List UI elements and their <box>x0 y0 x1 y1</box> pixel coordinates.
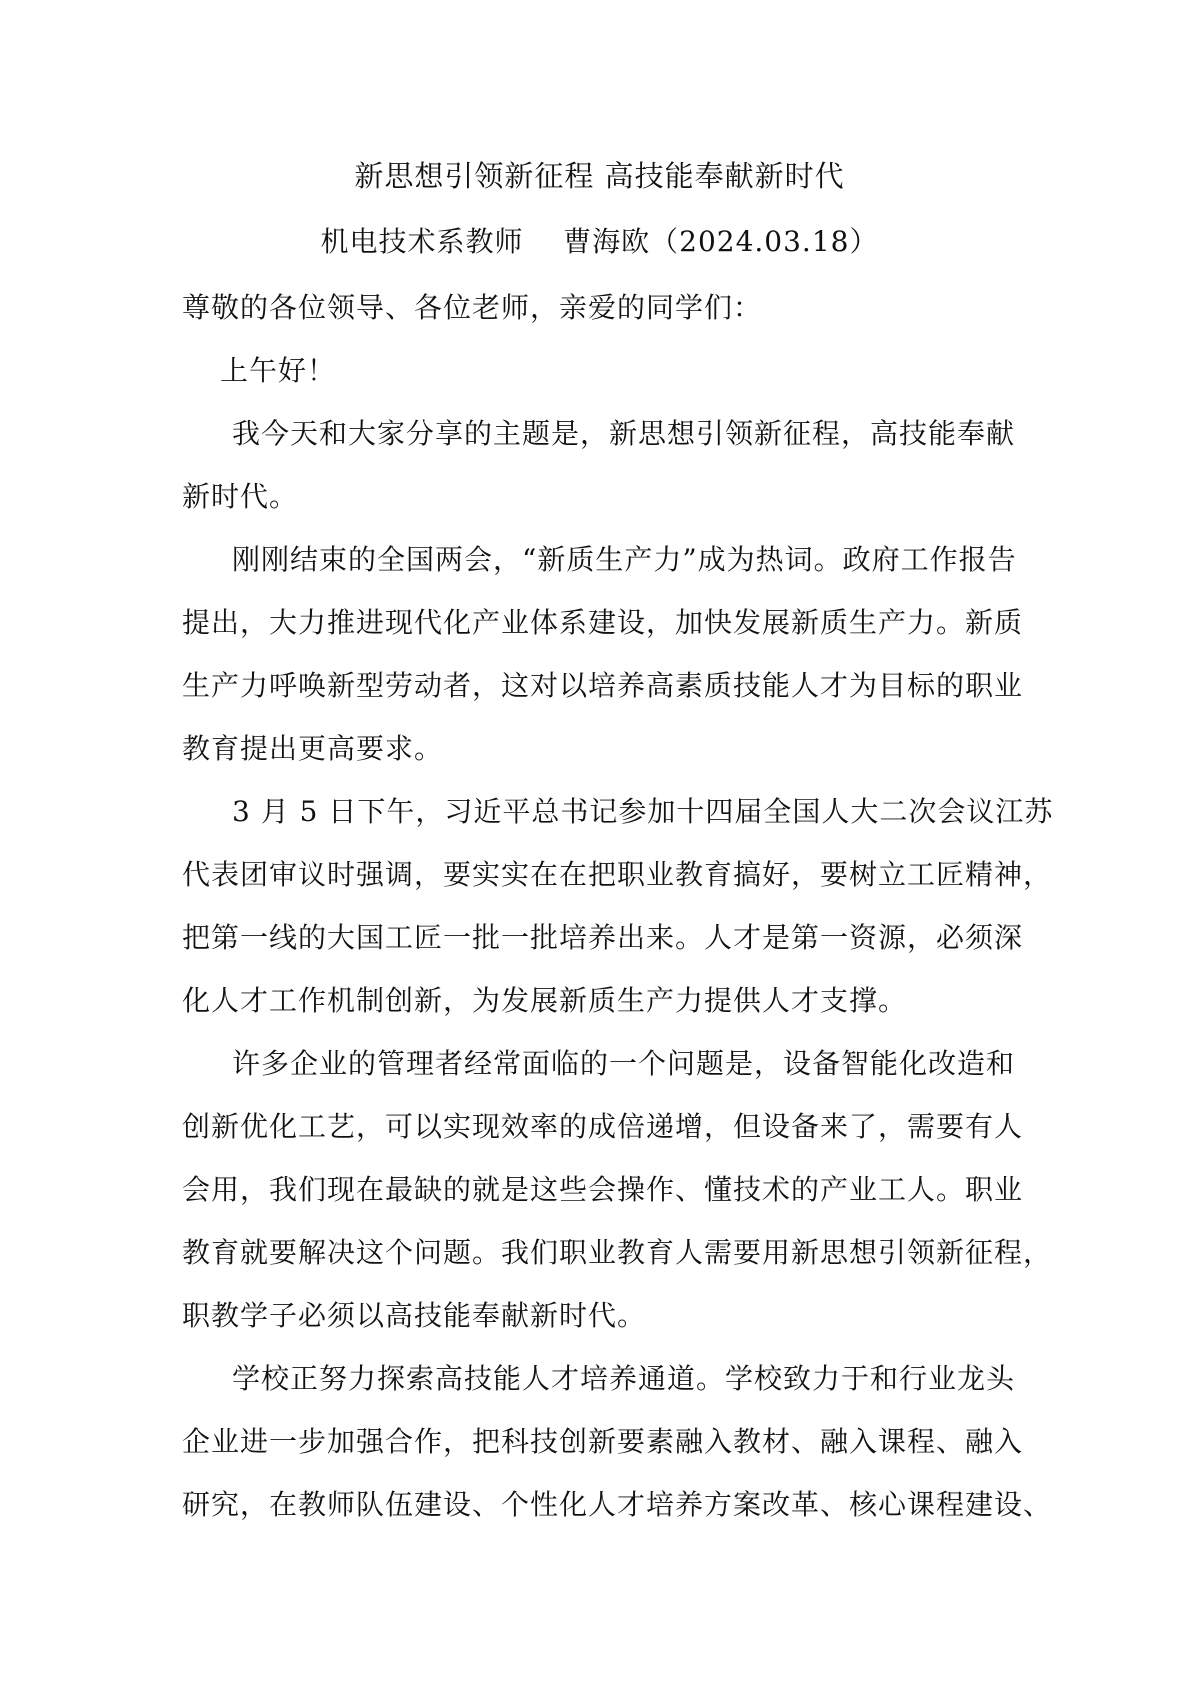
paragraph-line: 创新优化工艺，可以实现效率的成倍递增，但设备来了，需要有人 <box>182 1110 1024 1143</box>
author-byline: 机电技术系教师 曹海欧（2024.03.18） <box>320 225 879 258</box>
paragraph-line: 企业进一步加强合作，把科技创新要素融入教材、融入课程、融入 <box>182 1425 1024 1458</box>
paragraph-line: 我今天和大家分享的主题是，新思想引领新征程，高技能奉献 <box>232 417 1016 450</box>
paragraph-line: 提出，大力推进现代化产业体系建设，加快发展新质生产力。新质 <box>182 606 1024 639</box>
paragraph-line: 代表团审议时强调，要实实在在把职业教育搞好，要树立工匠精神， <box>182 858 1053 891</box>
salutation-line: 尊敬的各位领导、各位老师，亲爱的同学们： <box>182 291 763 324</box>
paragraph-line: 化人才工作机制创新，为发展新质生产力提供人才支撑。 <box>182 984 908 1017</box>
paragraph-line: 学校正努力探索高技能人才培养通道。学校致力于和行业龙头 <box>232 1362 1016 1395</box>
paragraph-line: 教育提出更高要求。 <box>182 732 444 765</box>
paragraph-line: 教育就要解决这个问题。我们职业教育人需要用新思想引领新征程， <box>182 1236 1053 1269</box>
paragraph-line: 3 月 5 日下午，习近平总书记参加十四届全国人大二次会议江苏 <box>232 795 1054 828</box>
paragraph-line: 研究，在教师队伍建设、个性化人才培养方案改革、核心课程建设、 <box>182 1488 1053 1521</box>
paragraph-line: 把第一线的大国工匠一批一批培养出来。人才是第一资源，必须深 <box>182 921 1024 954</box>
document-title: 新思想引领新征程 高技能奉献新时代 <box>354 159 845 193</box>
paragraph-line: 新时代。 <box>182 480 299 513</box>
paragraph-line: 生产力呼唤新型劳动者，这对以培养高素质技能人才为目标的职业 <box>182 669 1024 702</box>
paragraph-line: 刚刚结束的全国两会，“新质生产力”成为热词。政府工作报告 <box>232 543 1017 576</box>
greeting-line: 上午好！ <box>220 354 337 387</box>
paragraph-line: 会用，我们现在最缺的就是这些会操作、懂技术的产业工人。职业 <box>182 1173 1024 1206</box>
paragraph-line: 许多企业的管理者经常面临的一个问题是，设备智能化改造和 <box>232 1047 1016 1080</box>
paragraph-line: 职教学子必须以高技能奉献新时代。 <box>182 1299 647 1332</box>
